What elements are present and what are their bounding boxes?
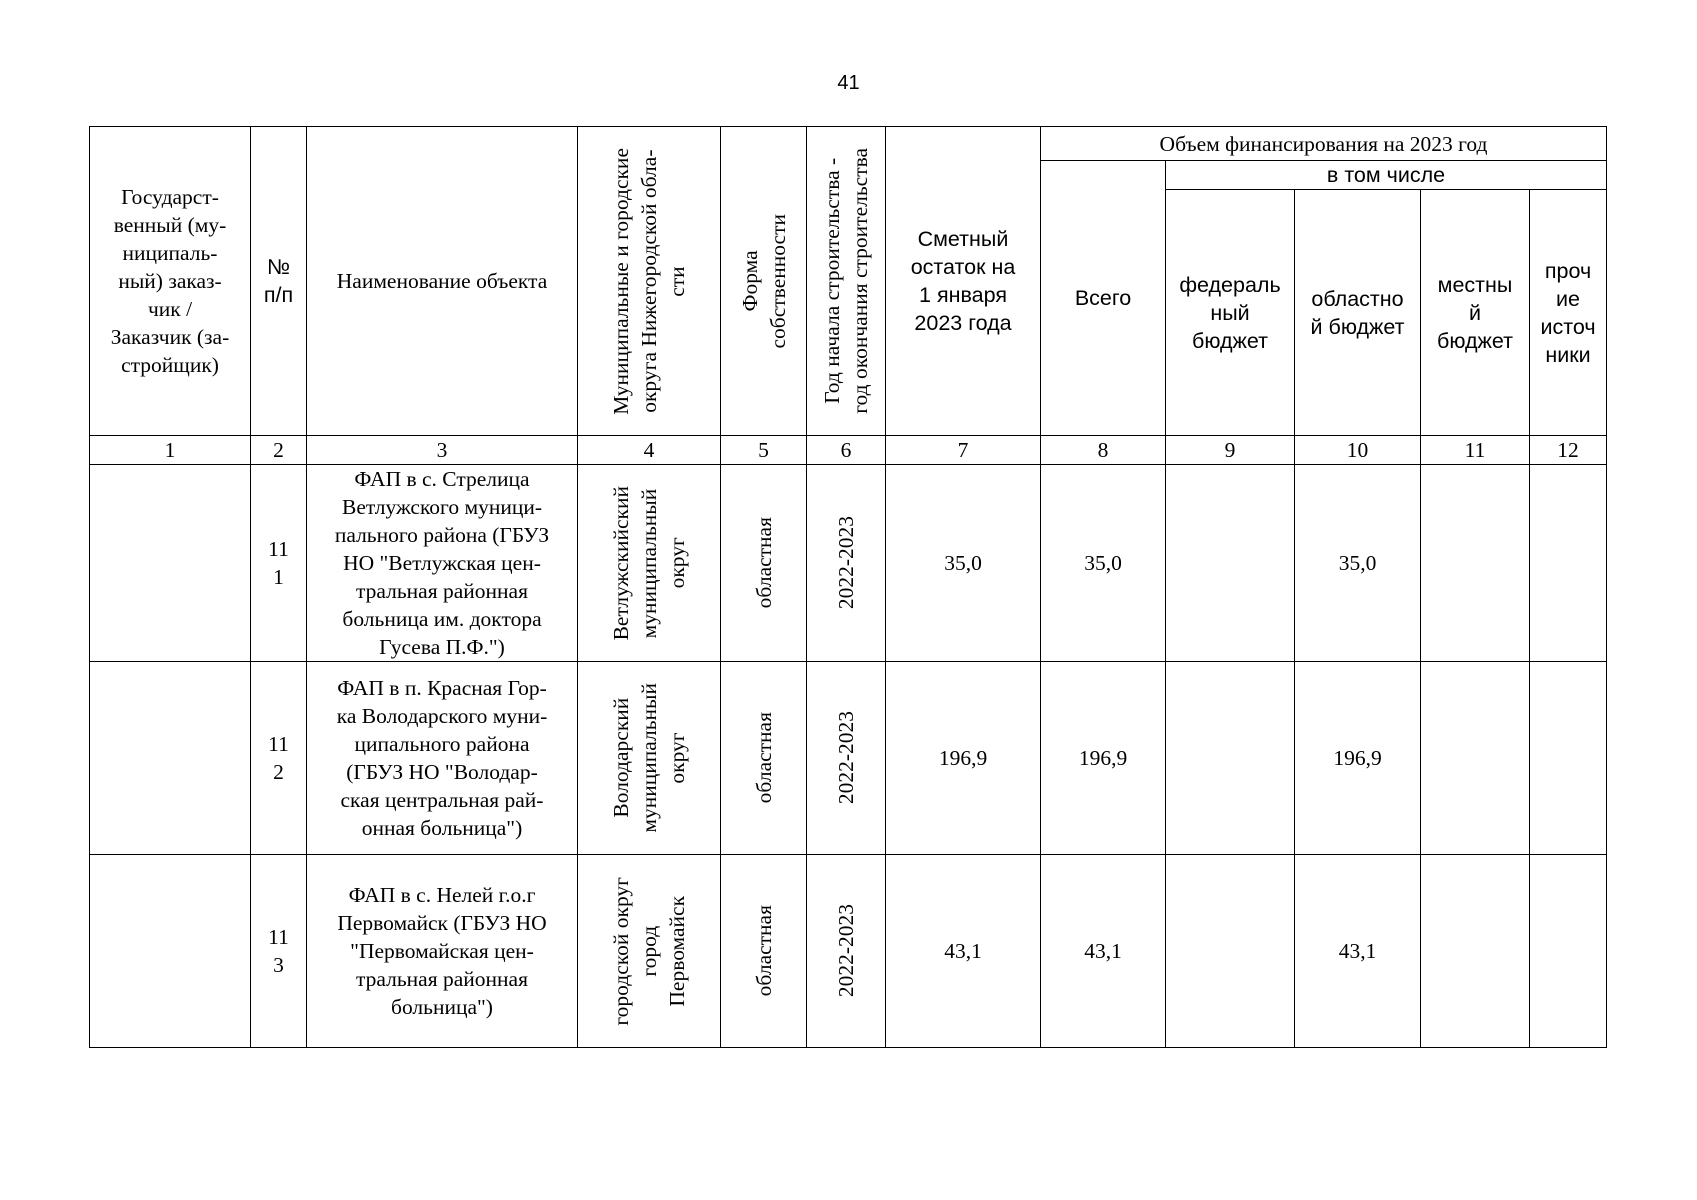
row-regional: 196,9 xyxy=(1295,662,1421,855)
column-number: 5 xyxy=(721,436,807,465)
row-total: 196,9 xyxy=(1041,662,1166,855)
financing-table xyxy=(89,126,1607,1048)
header-object-name: Наименование объекта xyxy=(307,127,578,436)
row-regional: 35,0 xyxy=(1295,465,1421,662)
row-estimate: 43,1 xyxy=(886,855,1041,1048)
header-including: в том числе xyxy=(1166,161,1607,190)
header-local: местны й бюджет xyxy=(1421,190,1530,436)
header-estimate: Сметный остаток на 1 января 2023 года xyxy=(886,127,1041,436)
header-ownership: Форма собственности xyxy=(721,127,807,436)
row-number: 11 2 xyxy=(251,662,307,855)
row-regional: 43,1 xyxy=(1295,855,1421,1048)
header-total: Всего xyxy=(1041,161,1166,436)
header-years: Год начала строительства - год окончания строительства xyxy=(807,127,886,436)
row-other xyxy=(1530,662,1607,855)
row-years: 2022-2023 xyxy=(807,662,886,855)
row-municipality: Володарский муниципальный округ xyxy=(578,662,721,855)
row-years: 2022-2023 xyxy=(807,465,886,662)
header-row-1 xyxy=(90,127,1607,161)
row-other xyxy=(1530,855,1607,1048)
row-federal xyxy=(1166,465,1295,662)
column-number: 6 xyxy=(807,436,886,465)
column-numbers-row xyxy=(90,436,1607,465)
row-local xyxy=(1421,662,1530,855)
header-number: № п/п xyxy=(251,127,307,436)
row-number: 11 1 xyxy=(251,465,307,662)
header-regional: областно й бюджет xyxy=(1295,190,1421,436)
row-federal xyxy=(1166,662,1295,855)
table-row xyxy=(90,855,1607,1048)
row-ownership: областная xyxy=(721,662,807,855)
column-number: 12 xyxy=(1530,436,1607,465)
row-customer xyxy=(90,465,251,662)
row-object-name: ФАП в с. Нелей г.о.г Первомайск (ГБУЗ НО "Первомайская цен- тральная районная больница") xyxy=(307,855,578,1048)
row-other xyxy=(1530,465,1607,662)
row-customer xyxy=(90,662,251,855)
header-financing: Объем финансирования на 2023 год xyxy=(1041,127,1607,161)
column-number: 7 xyxy=(886,436,1041,465)
row-local xyxy=(1421,855,1530,1048)
column-number: 3 xyxy=(307,436,578,465)
row-local xyxy=(1421,465,1530,662)
column-number: 9 xyxy=(1166,436,1295,465)
column-number: 8 xyxy=(1041,436,1166,465)
table-row xyxy=(90,465,1607,662)
row-years: 2022-2023 xyxy=(807,855,886,1048)
column-number: 4 xyxy=(578,436,721,465)
row-estimate: 196,9 xyxy=(886,662,1041,855)
row-total: 35,0 xyxy=(1041,465,1166,662)
header-customer: Государст- венный (му- ниципаль- ный) заказ- чик / Заказчик (за- стройщик) xyxy=(90,127,251,436)
column-number: 10 xyxy=(1295,436,1421,465)
row-customer xyxy=(90,855,251,1048)
column-number: 1 xyxy=(90,436,251,465)
row-ownership: областная xyxy=(721,465,807,662)
table-row xyxy=(90,662,1607,855)
row-estimate: 35,0 xyxy=(886,465,1041,662)
row-object-name: ФАП в п. Красная Гор- ка Володарского муни- ципального района (ГБУЗ НО "Володар- ская центральная рай- онная больница") xyxy=(307,662,578,855)
row-federal xyxy=(1166,855,1295,1048)
column-number: 11 xyxy=(1421,436,1530,465)
row-object-name: ФАП в с. Стрелица Ветлужского муници- пального района (ГБУЗ НО "Ветлужская цен- тральная районная больница им. доктора Гусева П.Ф.") xyxy=(307,465,578,662)
header-federal: федераль ный бюджет xyxy=(1166,190,1295,436)
page-number: 41 xyxy=(837,72,860,94)
header-municipality: Муниципальные и городские округа Нижегородской обла- сти xyxy=(578,127,721,436)
row-ownership: областная xyxy=(721,855,807,1048)
row-municipality: городской округ город Первомайск xyxy=(578,855,721,1048)
row-municipality: Ветлужскийский муниципальный округ xyxy=(578,465,721,662)
row-total: 43,1 xyxy=(1041,855,1166,1048)
row-number: 11 3 xyxy=(251,855,307,1048)
column-number: 2 xyxy=(251,436,307,465)
header-other: проч ие источ ники xyxy=(1530,190,1607,436)
